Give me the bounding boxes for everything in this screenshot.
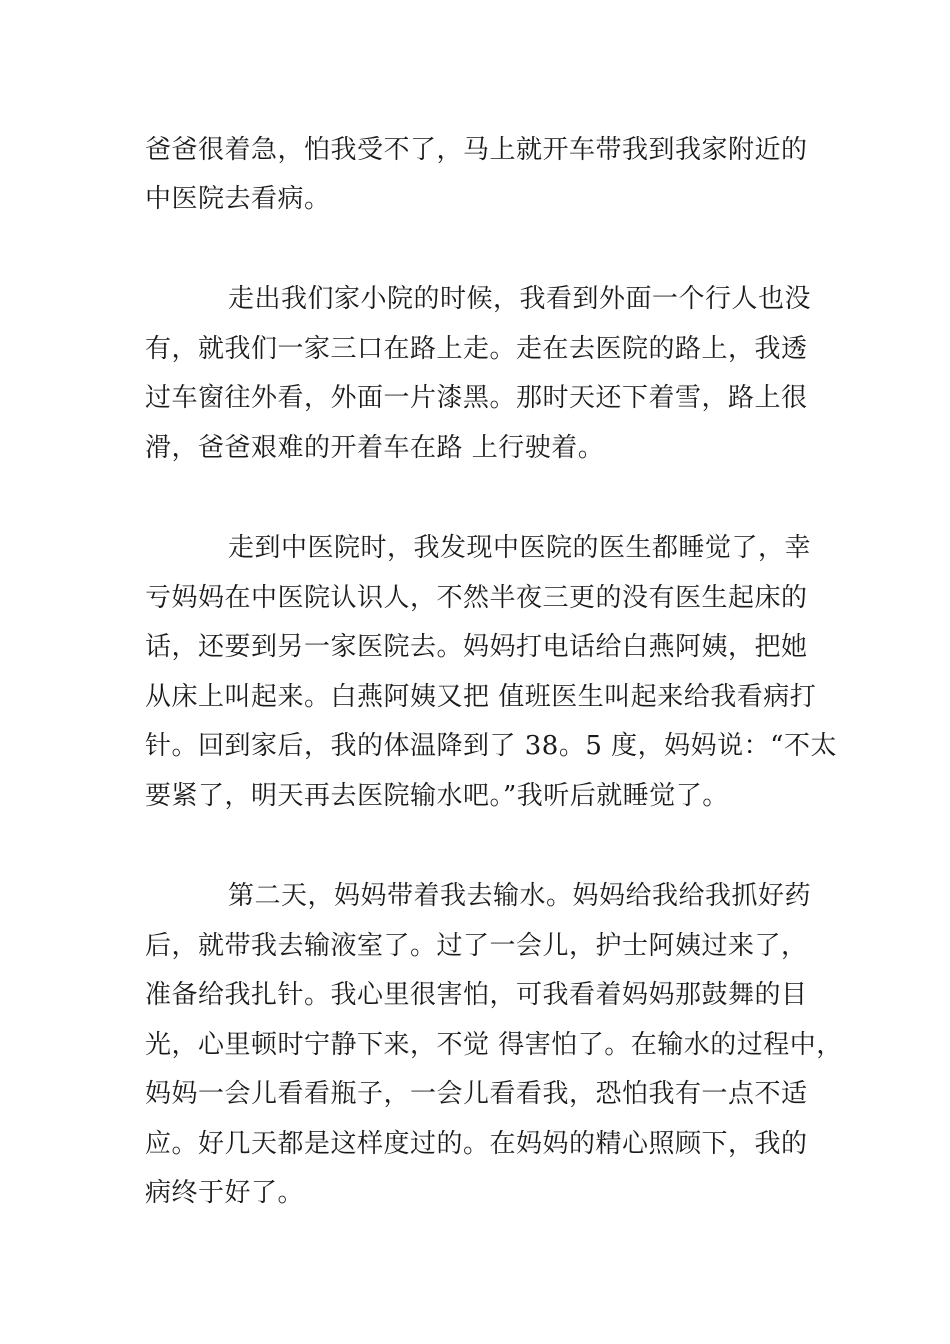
- paragraph-3-line-5: 针。回到家后，我的体温降到了 38。5 度，妈妈说：“不太: [145, 731, 837, 761]
- paragraph-4-line-3: 准备给我扎针。我心里很害怕，可我看着妈妈那鼓舞的目: [145, 980, 808, 1010]
- paragraph-3-line-4: 从床上叫起来。白燕阿姨又把 值班医生叫起来给我看病打: [145, 682, 817, 712]
- paragraph-3-line-6: 要紧了，明天再去医院输水吧。”我听后就睡觉了。: [145, 781, 729, 811]
- paragraph-4-line-7: 病终于好了。: [145, 1178, 305, 1208]
- paragraph-4-line-4: 光，心里顿时宁静下来，不觉 得害怕了。在输水的过程中，: [145, 1030, 843, 1060]
- paragraph-3-line-2: 亏妈妈在中医院认识人，不然半夜三更的没有医生起床的: [145, 583, 808, 613]
- paragraph-4-line-5: 妈妈一会儿看看瓶子，一会儿看看我，恐怕我有一点不适: [145, 1079, 808, 1109]
- paragraph-1-line-2: 中医院去看病。: [145, 184, 331, 214]
- paragraph-2-line-3: 过车窗往外看，外面一片漆黑。那时天还下着雪，路上很: [145, 383, 808, 413]
- paragraph-2-line-1: 走出我们家小院的时候，我看到外面一个行人也没: [228, 284, 812, 314]
- paragraph-4-line-2: 后，就带我去输液室了。过了一会儿，护士阿姨过来了，: [145, 931, 808, 961]
- paragraph-2-line-2: 有，就我们一家三口在路上走。走在去医院的路上，我透: [145, 334, 808, 364]
- paragraph-3-line-1: 走到中医院时，我发现中医院的医生都睡觉了，幸: [228, 533, 812, 563]
- paragraph-3-line-3: 话，还要到另一家医院去。妈妈打电话给白燕阿姨，把她: [145, 632, 808, 662]
- paragraph-1-line-1: 爸爸很着急，怕我受不了，马上就开车带我到我家附近的: [145, 135, 808, 165]
- paragraph-2-line-4: 滑，爸爸艰难的开着车在路 上行驶着。: [145, 433, 605, 463]
- paragraph-4-line-6: 应。好几天都是这样度过的。在妈妈的精心照顾下，我的: [145, 1129, 808, 1159]
- paragraph-4-line-1: 第二天，妈妈带着我去输水。妈妈给我给我抓好药: [228, 881, 812, 911]
